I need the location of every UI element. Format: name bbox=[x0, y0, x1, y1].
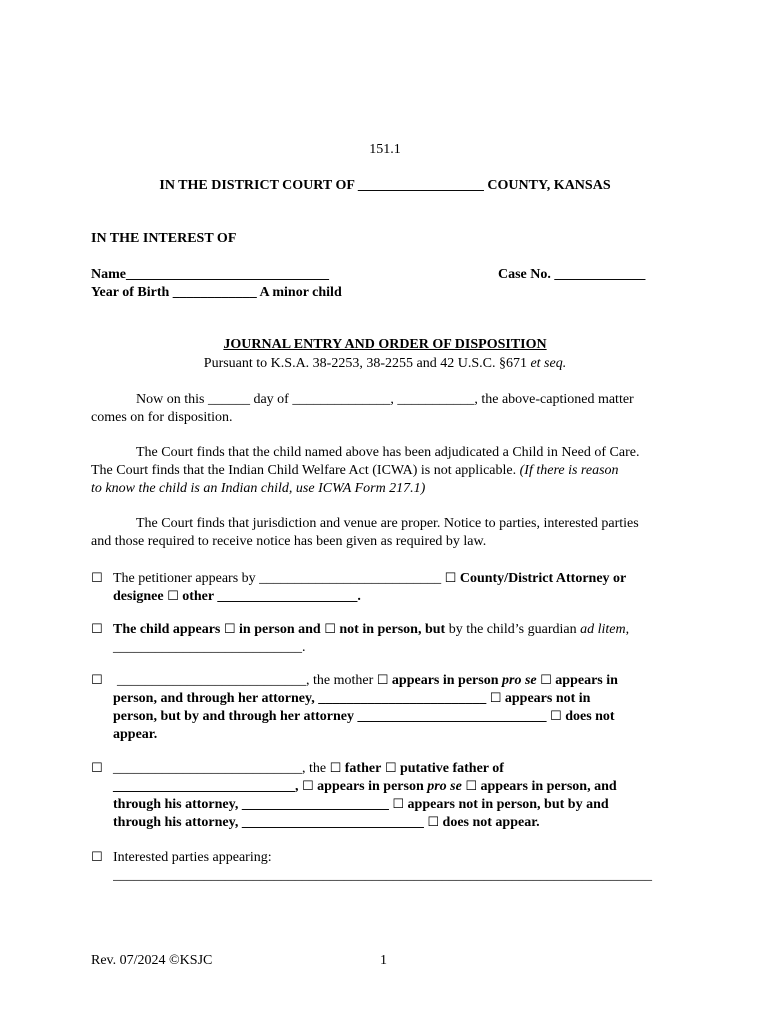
petitioner-blank[interactable]: __________________________ bbox=[259, 571, 442, 586]
mother-not-in-person-label-b: person, but by and through her attorney bbox=[113, 709, 355, 724]
child-period: . bbox=[302, 640, 306, 655]
mother-label: , the mother bbox=[306, 673, 374, 688]
mother-does-not-label-a: does not bbox=[565, 709, 615, 724]
para1-text-e: , the above-captioned matter bbox=[474, 392, 634, 407]
mother-pro-se-label: appears in person bbox=[391, 673, 499, 688]
year-blank[interactable]: ___________ bbox=[397, 392, 475, 407]
para1-comma: , bbox=[390, 392, 394, 407]
form-number: 151.1 bbox=[369, 142, 401, 157]
paragraph-jurisdiction bbox=[91, 515, 681, 551]
footer-revision: Rev. 07/2024 ©KSJC bbox=[91, 953, 213, 968]
year-of-birth-blank[interactable]: ____________ bbox=[172, 285, 257, 300]
case-no-line bbox=[498, 266, 645, 284]
petitioner-period: . bbox=[357, 589, 361, 604]
mother-attorney-label-b: person, and through her attorney, bbox=[113, 691, 315, 706]
interested-parties-checkbox[interactable]: ☐ bbox=[91, 850, 103, 865]
mother-attorney-blank[interactable]: ________________________ bbox=[318, 691, 487, 706]
father-the: , the bbox=[302, 761, 327, 776]
putative-father-blank[interactable]: __________________________ bbox=[113, 779, 295, 794]
father-pro-se-checkbox[interactable]: ☐ bbox=[302, 779, 314, 794]
para1-text-a: Now on this bbox=[136, 392, 205, 407]
child-not-in-person-checkbox[interactable]: ☐ bbox=[324, 622, 336, 637]
para3-line2: and those required to receive notice has been given as required by law. bbox=[91, 534, 487, 549]
father-not-in-person-label-b: through his attorney, bbox=[113, 815, 239, 830]
father-not-in-person-label-a: appears not in person, but by and bbox=[407, 797, 609, 812]
mother-attorney-label-a: appears in bbox=[555, 673, 618, 688]
year-of-birth-line bbox=[91, 284, 342, 302]
interested-parties-blank[interactable]: _____________________________________________________________________________ bbox=[113, 868, 652, 883]
year-of-birth-label: Year of Birth bbox=[91, 285, 170, 300]
other-blank[interactable]: ____________________ bbox=[217, 589, 358, 604]
court-heading-suffix: COUNTY, KANSAS bbox=[487, 178, 611, 193]
name-label: Name bbox=[91, 267, 126, 282]
child-checkbox[interactable]: ☐ bbox=[91, 622, 103, 637]
para3-line1: The Court finds that jurisdiction and venue are proper. Notice to parties, interested parties bbox=[136, 516, 639, 531]
para1-text-f: comes on for disposition. bbox=[91, 410, 233, 425]
document-subtitle bbox=[0, 355, 770, 373]
mother-does-not-appear-checkbox[interactable]: ☐ bbox=[550, 709, 562, 724]
mother-not-in-person-label-a: appears not in bbox=[504, 691, 591, 706]
mother-checkbox[interactable]: ☐ bbox=[91, 673, 103, 688]
father-name-blank[interactable]: ___________________________ bbox=[113, 761, 302, 776]
interested-parties-label: Interested parties appearing: bbox=[113, 850, 272, 865]
father-attorney-label-a: appears in person, and bbox=[480, 779, 617, 794]
subtitle-italic: et seq. bbox=[530, 356, 567, 371]
interest-heading: IN THE INTEREST OF bbox=[91, 231, 237, 246]
minor-child-label: A minor child bbox=[259, 285, 342, 300]
footer-page-number: 1 bbox=[380, 953, 387, 968]
subtitle-text: Pursuant to K.S.A. 38-2253, 38-2255 and 42 U.S.C. §671 bbox=[203, 356, 527, 371]
para2-line1: The Court finds that the child named above has been adjudicated a Child in Need of Care. bbox=[136, 445, 640, 460]
county-attorney-checkbox[interactable]: ☐ bbox=[444, 571, 457, 586]
mother-not-in-person-checkbox[interactable]: ☐ bbox=[489, 691, 502, 706]
father-attorney-blank[interactable]: _____________________ bbox=[241, 797, 389, 812]
child-in-person-checkbox[interactable]: ☐ bbox=[223, 622, 236, 637]
paragraph-date bbox=[91, 391, 681, 427]
county-attorney-label: County/District Attorney or bbox=[459, 571, 627, 586]
other-checkbox[interactable]: ☐ bbox=[167, 589, 179, 604]
mother-attorney-blank-2[interactable]: ___________________________ bbox=[357, 709, 547, 724]
guardian-blank[interactable]: ___________________________ bbox=[113, 640, 302, 655]
child-ad-litem: ad litem bbox=[580, 622, 626, 637]
father-attorney-label-b: through his attorney, bbox=[113, 797, 239, 812]
father-option-label: father bbox=[344, 761, 382, 776]
other-label: other bbox=[182, 589, 214, 604]
county-blank[interactable]: __________________ bbox=[357, 178, 484, 193]
para2-line3-italic: to know the child is an Indian child, use ICWA Form 217.1) bbox=[91, 481, 426, 496]
mother-attorney-checkbox[interactable]: ☐ bbox=[540, 673, 552, 688]
father-comma: , bbox=[295, 779, 299, 794]
document-title: JOURNAL ENTRY AND ORDER OF DISPOSITION bbox=[223, 337, 547, 352]
putative-father-checkbox[interactable]: ☐ bbox=[384, 761, 397, 776]
designee-label: designee bbox=[113, 589, 164, 604]
month-blank[interactable]: ______________ bbox=[292, 392, 391, 407]
mother-pro-se-italic: pro se bbox=[502, 673, 537, 688]
name-blank[interactable]: _____________________________ bbox=[126, 267, 329, 282]
father-attorney-blank-2[interactable]: __________________________ bbox=[241, 815, 424, 830]
father-pro-se-italic: pro se bbox=[427, 779, 462, 794]
putative-father-label: putative father of bbox=[399, 761, 504, 776]
court-heading bbox=[0, 177, 770, 195]
father-pro-se-label: appears in person bbox=[317, 779, 424, 794]
day-blank[interactable]: ______ bbox=[207, 392, 250, 407]
petitioner-text: The petitioner appears by bbox=[113, 571, 256, 586]
father-checkbox[interactable]: ☐ bbox=[91, 761, 103, 776]
paragraph-findings bbox=[91, 444, 681, 498]
father-does-not-appear-label: does not appear. bbox=[442, 815, 540, 830]
father-attorney-checkbox[interactable]: ☐ bbox=[465, 779, 478, 794]
para2-line2: The Court finds that the Indian Child Welfare Act (ICWA) is not applicable. bbox=[91, 463, 517, 478]
para2-line2-italic: (If there is reason bbox=[519, 463, 619, 478]
name-line bbox=[91, 266, 329, 284]
mother-name-blank[interactable]: ___________________________ bbox=[117, 673, 306, 688]
child-not-in-person-label: not in person, but bbox=[339, 622, 446, 637]
father-does-not-appear-checkbox[interactable]: ☐ bbox=[427, 815, 440, 830]
para1-text-c: day of bbox=[253, 392, 289, 407]
petitioner-checkbox[interactable]: ☐ bbox=[91, 571, 103, 586]
case-no-blank[interactable]: _____________ bbox=[554, 267, 646, 282]
court-heading-prefix: IN THE DISTRICT COURT OF bbox=[159, 178, 355, 193]
mother-does-not-label-b: appear. bbox=[113, 727, 158, 742]
case-no-label: Case No. bbox=[498, 267, 551, 282]
father-not-in-person-checkbox[interactable]: ☐ bbox=[392, 797, 405, 812]
child-rest: by the child’s guardian bbox=[448, 622, 577, 637]
child-comma: , bbox=[625, 622, 630, 637]
father-checkbox-option[interactable]: ☐ bbox=[329, 761, 342, 776]
child-lead: The child appears bbox=[113, 622, 221, 637]
child-in-person-label: in person and bbox=[239, 622, 321, 637]
mother-pro-se-checkbox[interactable]: ☐ bbox=[376, 673, 389, 688]
